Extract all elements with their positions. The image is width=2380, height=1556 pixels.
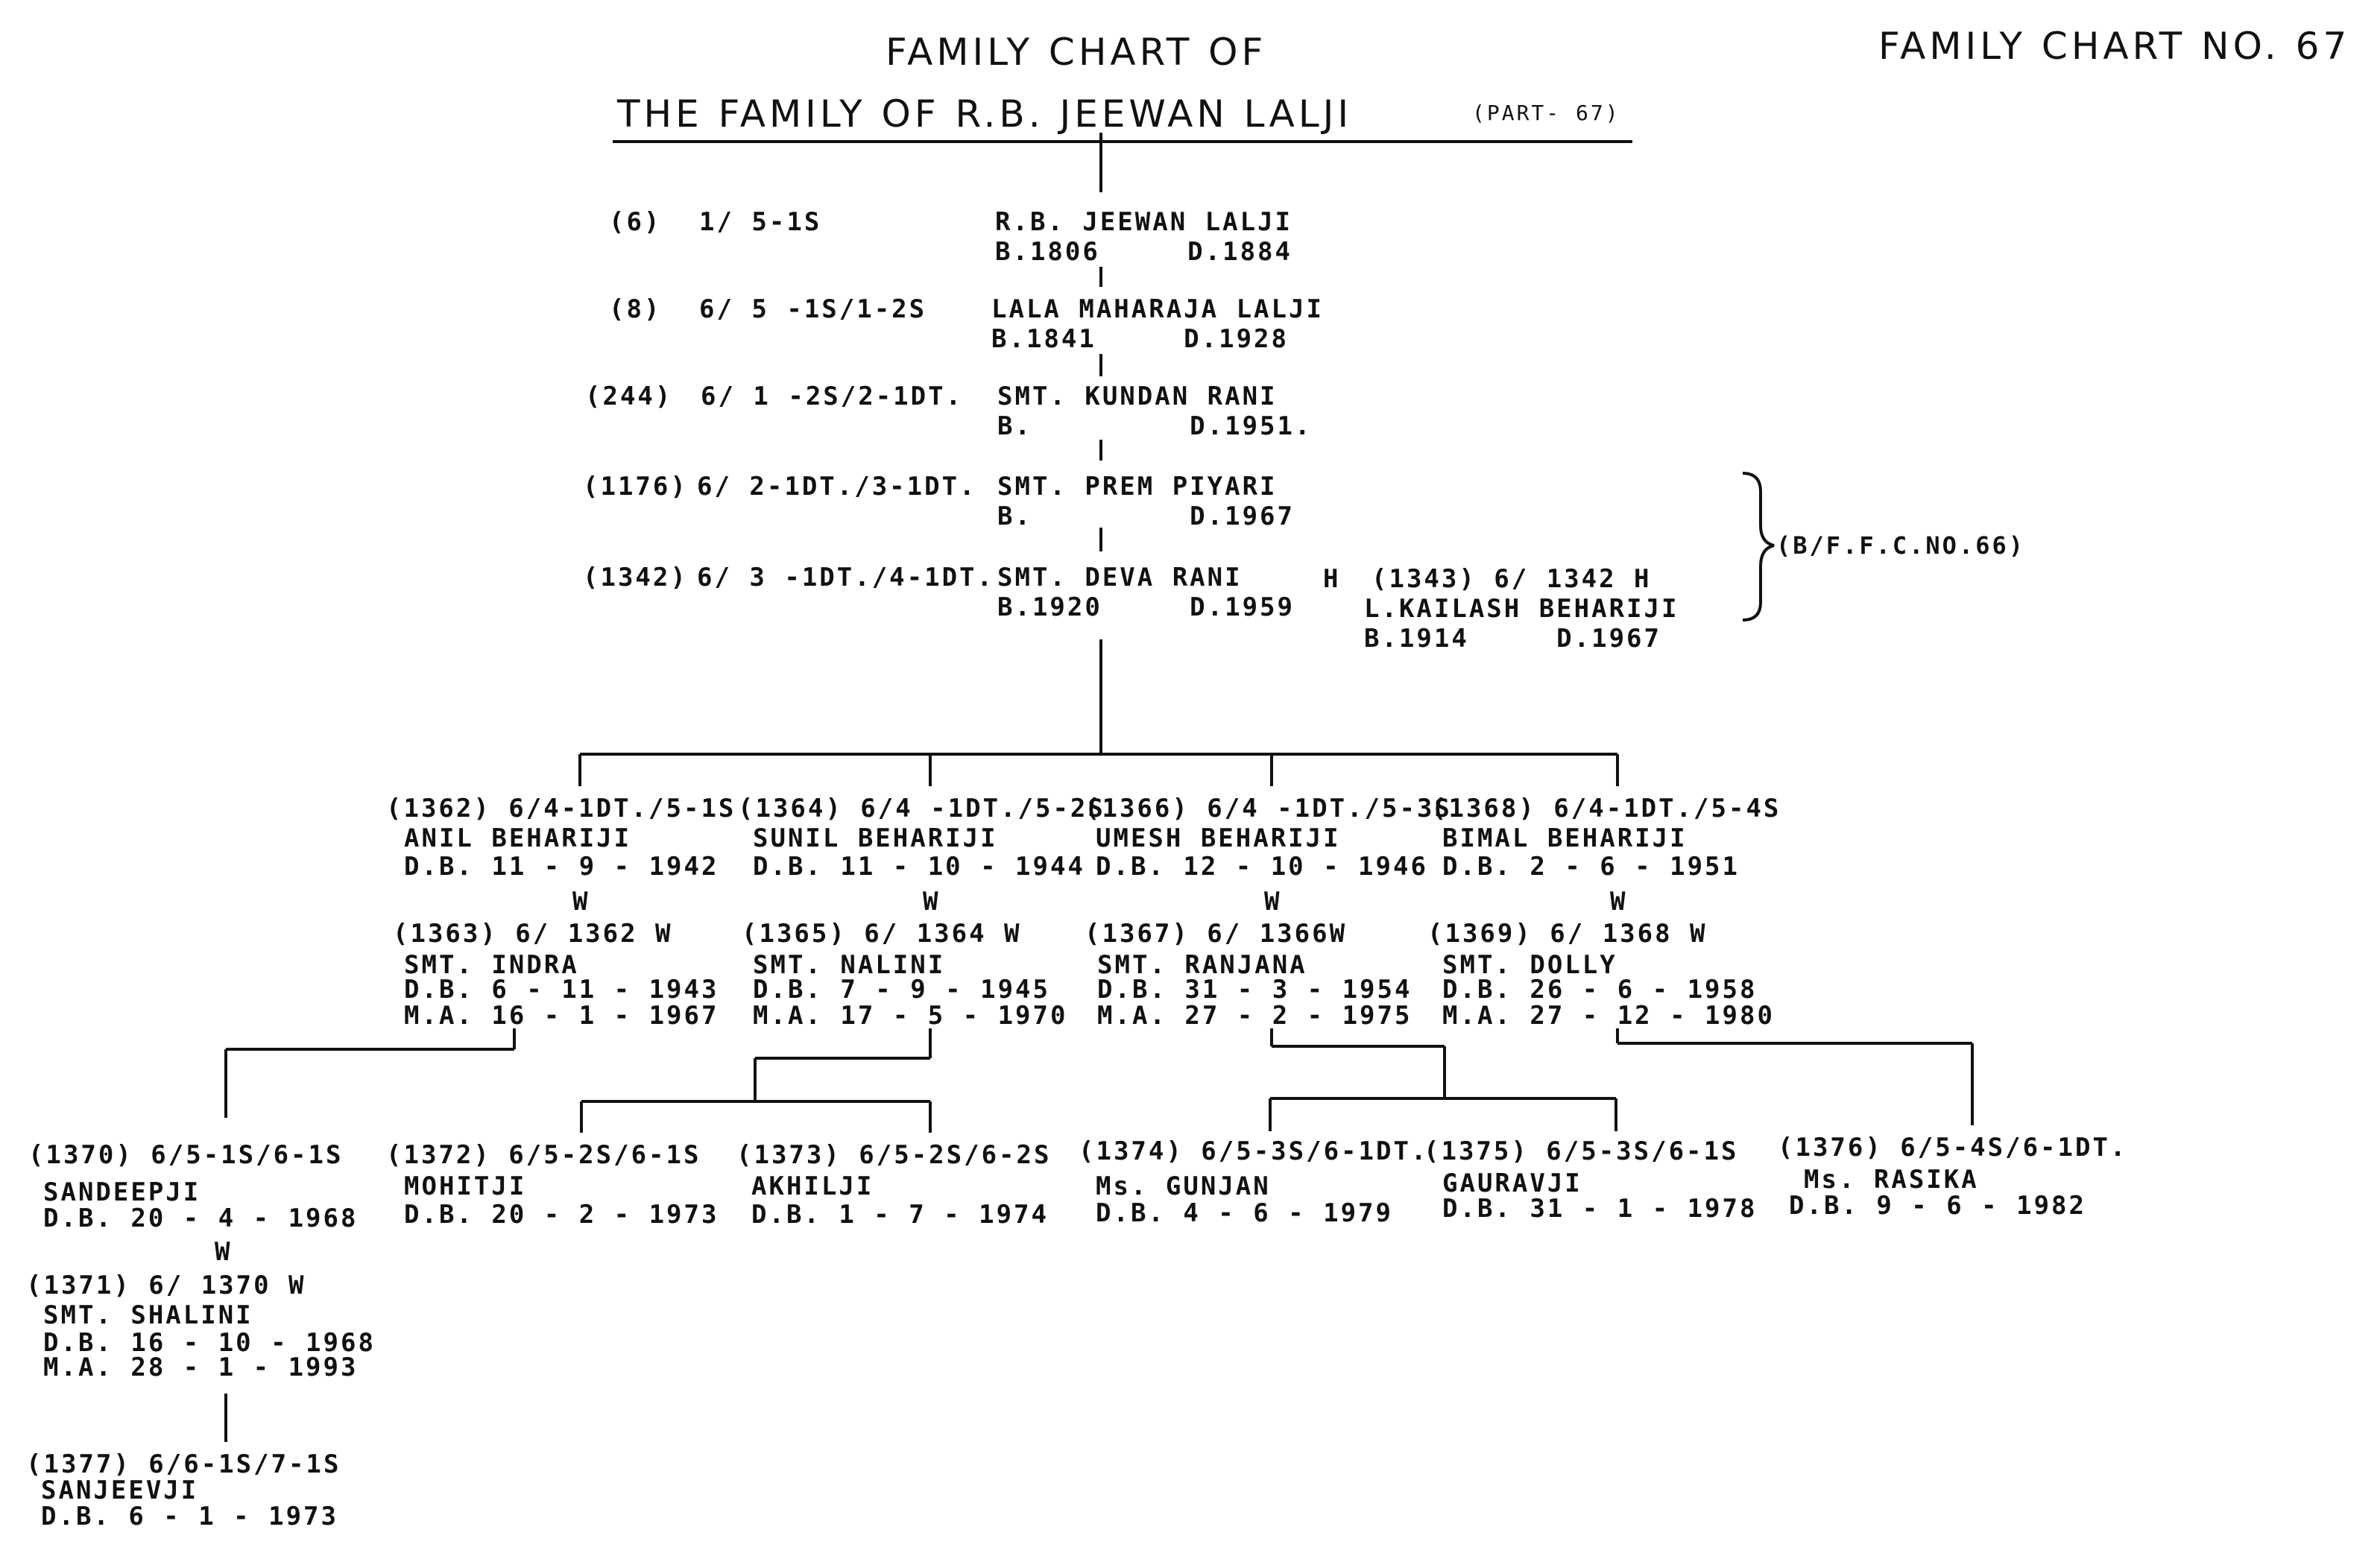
person-id: (1176)	[583, 472, 688, 502]
person-dates: B.1841 D.1928	[991, 324, 1289, 354]
person-id: (1342)	[583, 563, 688, 592]
person-id: (8)	[609, 294, 662, 324]
spouse-head: (1367) 6/ 1366W	[1085, 919, 1348, 949]
spouse-name: SMT. NALINI	[753, 950, 946, 980]
person-dates: B. D.1951.	[997, 411, 1313, 441]
member-name: ANIL BEHARIJI	[404, 823, 632, 853]
member-name: SUNIL BEHARIJI	[753, 823, 998, 853]
member-dob: D.B. 4 - 6 - 1979	[1096, 1198, 1393, 1228]
person-name: SMT. KUNDAN RANI	[997, 382, 1278, 411]
relation-code: 6/ 1 -2S/2-1DT.	[701, 382, 964, 411]
chart-title-line1: FAMILY CHART OF	[886, 31, 1267, 74]
member-dob: D.B. 20 - 4 - 1968	[43, 1204, 359, 1233]
husband-name: L.KAILASH BEHARIJI	[1364, 594, 1679, 624]
member-head: (1366) 6/4 -1DT./5-3S	[1085, 794, 1452, 823]
person-dates: B.1920 D.1959	[997, 592, 1295, 622]
person-id: (6)	[609, 207, 662, 237]
wife-marker: W	[923, 887, 941, 917]
member-name: MOHITJI	[404, 1171, 527, 1201]
member-dob: D.B. 11 - 9 - 1942	[404, 852, 719, 882]
spouse-dob: D.B. 26 - 6 - 1958	[1442, 975, 1758, 1005]
member-head: (1370) 6/5-1S/6-1S	[28, 1140, 344, 1170]
spouse-marriage: M.A. 28 - 1 - 1993	[43, 1353, 359, 1382]
wife-marker: W	[572, 887, 590, 917]
spouse-dob: D.B. 6 - 11 - 1943	[404, 975, 719, 1005]
member-name: SANJEEVJI	[41, 1476, 199, 1505]
member-name: GAURAVJI	[1442, 1168, 1582, 1198]
chart-number: FAMILY CHART NO. 67	[1878, 25, 2351, 68]
cross-reference: (B/F.F.C.NO.66)	[1776, 531, 2025, 560]
husband-dates: B.1914 D.1967	[1364, 624, 1661, 654]
spouse-marriage: M.A. 27 - 2 - 1975	[1097, 1001, 1412, 1031]
relation-code: 6/ 3 -1DT./4-1DT.	[697, 563, 994, 592]
spouse-name: SMT. DOLLY	[1442, 950, 1617, 980]
spouse-dob: D.B. 7 - 9 - 1945	[753, 975, 1050, 1005]
member-head: (1364) 6/4 -1DT./5-2S	[738, 794, 1105, 823]
chart-part: (PART- 67)	[1472, 101, 1620, 125]
spouse-marriage: M.A. 27 - 12 - 1980	[1442, 1001, 1775, 1031]
person-dates: B.1806 D.1884	[995, 237, 1292, 267]
member-name: Ms. RASIKA	[1804, 1165, 1979, 1195]
spouse-marriage: M.A. 16 - 1 - 1967	[404, 1001, 719, 1031]
wife-marker: W	[215, 1237, 233, 1267]
spouse-name: SMT. SHALINI	[43, 1300, 253, 1330]
member-dob: D.B. 12 - 10 - 1946	[1096, 852, 1428, 882]
husband-head: (1343) 6/ 1342 H	[1372, 564, 1652, 594]
member-dob: D.B. 20 - 2 - 1973	[404, 1200, 719, 1230]
member-dob: D.B. 31 - 1 - 1978	[1442, 1194, 1758, 1224]
person-name: SMT. PREM PIYARI	[997, 472, 1278, 502]
wife-marker: W	[1610, 887, 1628, 917]
person-id: (244)	[585, 382, 673, 411]
relation-code: 6/ 2-1DT./3-1DT.	[697, 472, 977, 502]
spouse-head: (1365) 6/ 1364 W	[742, 919, 1022, 949]
relation-code: 1/ 5-1S	[699, 207, 822, 237]
spouse-dob: D.B. 16 - 10 - 1968	[43, 1328, 376, 1358]
member-head: (1376) 6/5-4S/6-1DT.	[1778, 1133, 2128, 1163]
wife-marker: W	[1264, 887, 1282, 917]
spouse-head: (1369) 6/ 1368 W	[1427, 919, 1708, 949]
spouse-marriage: M.A. 17 - 5 - 1970	[753, 1001, 1068, 1031]
member-name: SANDEEPJI	[43, 1177, 201, 1207]
member-dob: D.B. 9 - 6 - 1982	[1789, 1191, 2086, 1221]
member-head: (1362) 6/4-1DT./5-1S	[386, 794, 736, 823]
person-name: SMT. DEVA RANI	[997, 563, 1243, 592]
chart-title-line2: THE FAMILY OF R.B. JEEWAN LALJI	[617, 92, 1353, 136]
member-dob: D.B. 1 - 7 - 1974	[751, 1200, 1049, 1230]
bracket	[1743, 473, 1774, 620]
member-head: (1377) 6/6-1S/7-1S	[26, 1449, 341, 1479]
member-name: AKHILJI	[751, 1171, 874, 1201]
member-head: (1375) 6/5-3S/6-1S	[1424, 1136, 1739, 1166]
member-dob: D.B. 11 - 10 - 1944	[753, 852, 1085, 882]
member-head: (1368) 6/4-1DT./5-4S	[1431, 794, 1781, 823]
person-name: R.B. JEEWAN LALJI	[995, 207, 1292, 237]
member-head: (1373) 6/5-2S/6-2S	[736, 1140, 1052, 1170]
spouse-head: (1371) 6/ 1370 W	[26, 1271, 306, 1300]
member-head: (1374) 6/5-3S/6-1DT.	[1079, 1136, 1429, 1166]
member-dob: D.B. 6 - 1 - 1973	[41, 1502, 338, 1531]
relation-code: 6/ 5 -1S/1-2S	[699, 294, 927, 324]
spouse-dob: D.B. 31 - 3 - 1954	[1097, 975, 1412, 1005]
spouse-name: SMT. INDRA	[404, 950, 579, 980]
member-name: BIMAL BEHARIJI	[1442, 823, 1688, 853]
person-dates: B. D.1967	[997, 502, 1295, 531]
member-head: (1372) 6/5-2S/6-1S	[386, 1140, 701, 1170]
member-dob: D.B. 2 - 6 - 1951	[1442, 852, 1740, 882]
member-name: UMESH BEHARIJI	[1096, 823, 1341, 853]
person-name: LALA MAHARAJA LALJI	[991, 294, 1324, 324]
husband-marker: H	[1323, 564, 1341, 594]
member-name: Ms. GUNJAN	[1096, 1171, 1271, 1201]
spouse-head: (1363) 6/ 1362 W	[393, 919, 673, 949]
spouse-name: SMT. RANJANA	[1097, 950, 1307, 980]
